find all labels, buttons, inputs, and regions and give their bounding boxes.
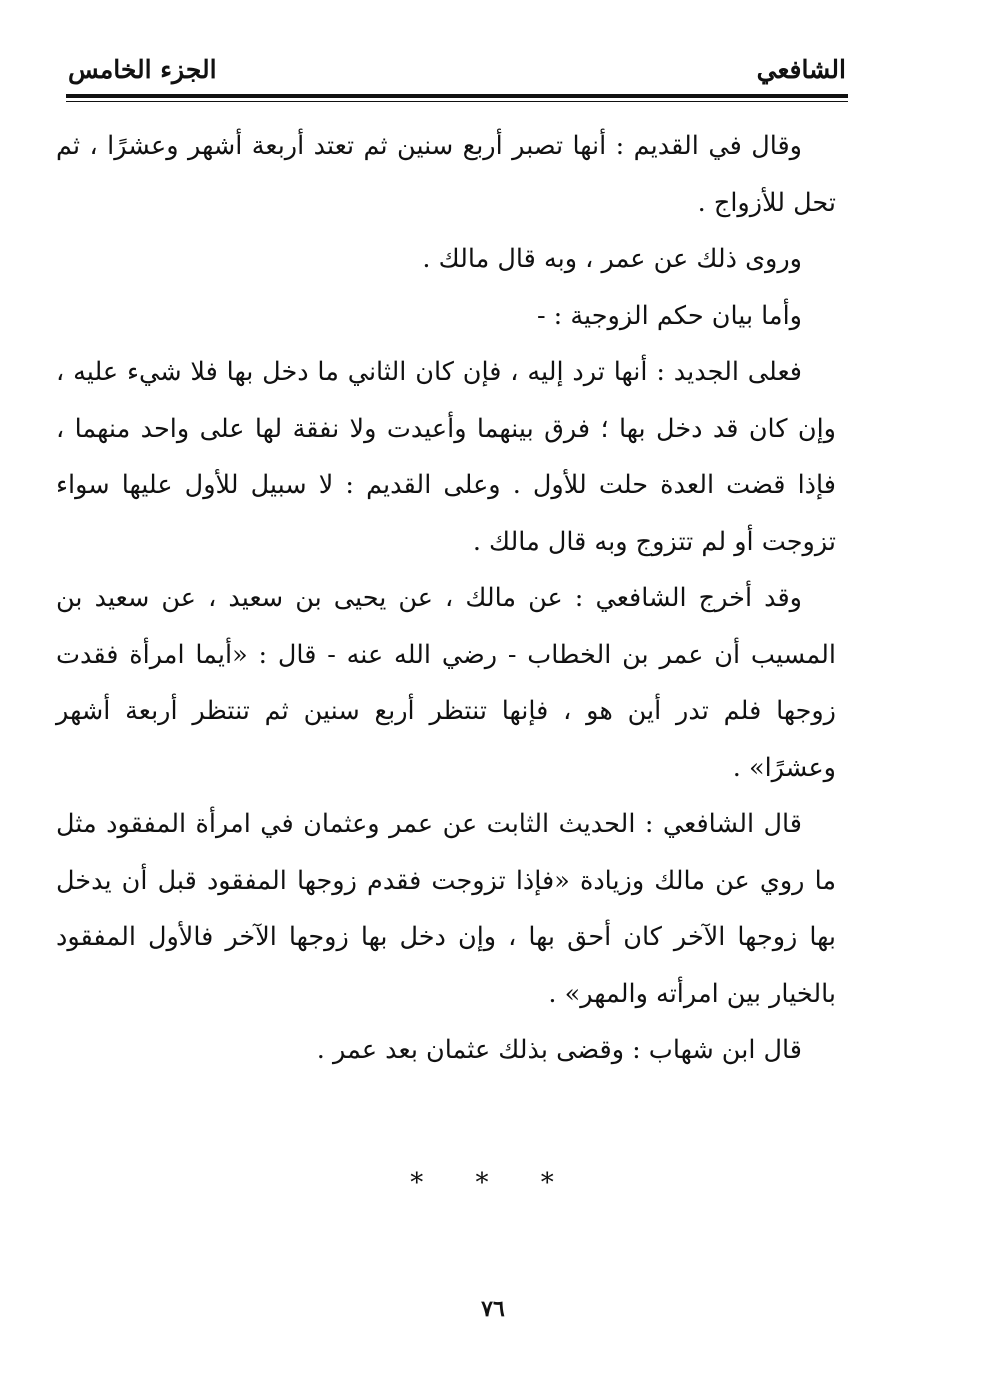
section-separator: * * * — [410, 1168, 576, 1198]
paragraph-marriage-ruling-heading: وأما بيان حكم الزوجية : - — [536, 300, 802, 331]
paragraph-umar-report: وروى ذلك عن عمر ، وبه قال مالك . — [422, 244, 802, 274]
header-book-title: الشافعي — [756, 55, 846, 84]
page-number: ٧٦ — [481, 1296, 505, 1322]
paragraph-shafii-narration: وقد أخرج الشافعي : عن مالك ، عن يحيى بن سعيد ، عن سعيد بن المسيب أن عمر بن الخطاب - رضي الله عنه - قال : «أيما امرأة فقدت زوجها فلم تدر أين هو ، فإنها تنتظر أربع سنين ثم تنتظر أربعة أشهر وعشرًا» . — [56, 583, 836, 783]
paragraph-old-opinion: وقال في القديم : أنها تصبر أربع سنين ثم تعتد أربعة أشهر وعشرًا ، ثم تحل للأزواج . — [56, 131, 836, 218]
header-rule-thin — [66, 101, 848, 102]
header-rule-thick — [66, 94, 848, 98]
paragraph-ibn-shihab: قال ابن شهاب : وقضى بذلك عثمان بعد عمر . — [316, 1035, 802, 1065]
body-text — [56, 118, 836, 1079]
paragraph-shafii-hadith: قال الشافعي : الحديث الثابت عن عمر وعثمان في امرأة المفقود مثل ما روي عن مالك وزيادة «فإذا تزوجت فقدم زوجها المفقود قبل أن يدخل بها زوجها الآخر كان أحق بها ، وإن دخل بها زوجها الآخر فالأول المفقود بالخيار بين امرأته والمهر» . — [56, 809, 836, 1009]
paragraph-new-opinion: فعلى الجديد : أنها ترد إليه ، فإن كان الثاني ما دخل بها فلا شيء عليه ، وإن كان قد دخل بها ؛ فرق بينهما وأعيدت ولا نفقة لها على واحد منهما ، فإذا قضت العدة حلت للأول . وعلى القديم : لا سبيل للأول عليها سواء تزوجت أو لم تتزوج وبه قال مالك . — [56, 357, 836, 557]
running-header — [68, 55, 846, 95]
header-volume-title: الجزء الخامس — [68, 55, 217, 84]
